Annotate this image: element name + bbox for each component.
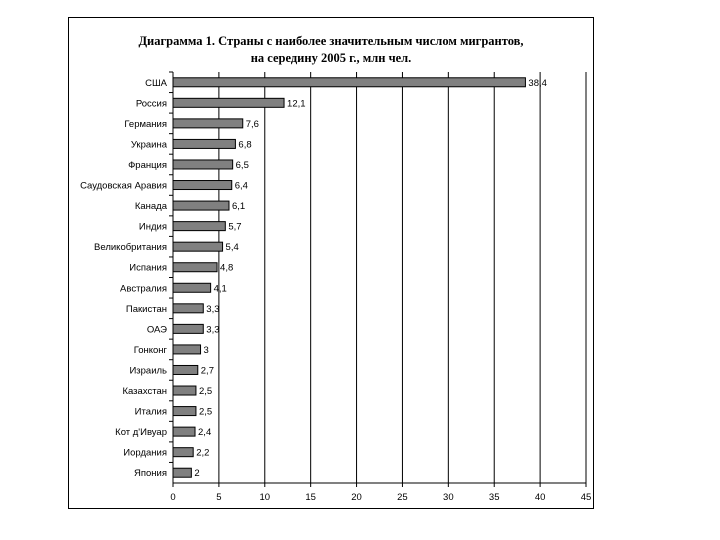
- bar-0: [173, 78, 525, 87]
- category-label-3: Украина: [130, 139, 167, 151]
- category-label-5: Саудовская Аравия: [80, 180, 167, 192]
- bar-7: [173, 222, 225, 231]
- value-label-3: 6,8: [238, 139, 252, 151]
- value-label-12: 3,3: [206, 324, 220, 336]
- x-tick-label-6: 30: [443, 492, 454, 503]
- bar-6: [173, 201, 229, 210]
- bar-19: [173, 468, 191, 477]
- bar-18: [173, 448, 193, 457]
- value-label-18: 2,2: [196, 447, 210, 459]
- bar-16: [173, 407, 196, 416]
- category-label-10: Австралия: [120, 283, 167, 295]
- category-label-0: США: [145, 77, 167, 89]
- bar-5: [173, 181, 232, 190]
- bar-4: [173, 160, 233, 169]
- x-tick-label-4: 20: [351, 492, 362, 503]
- x-tick-label-2: 10: [259, 492, 271, 503]
- bar-3: [173, 139, 235, 148]
- bar-17: [173, 427, 195, 436]
- bar-12: [173, 324, 203, 333]
- value-label-4: 6,5: [235, 159, 249, 171]
- value-label-19: 2: [194, 468, 200, 480]
- chart-title-line-2: на середину 2005 г., млн чел.: [250, 51, 412, 65]
- bar-1: [173, 98, 284, 107]
- bar-8: [173, 242, 223, 251]
- x-tick-label-1: 5: [216, 492, 222, 503]
- x-tick-label-7: 35: [488, 492, 500, 503]
- bar-2: [173, 119, 243, 128]
- x-tick-label-0: 0: [170, 492, 176, 503]
- value-label-2: 7,6: [245, 118, 259, 130]
- value-label-11: 3,3: [206, 303, 220, 315]
- category-label-14: Израиль: [129, 365, 167, 377]
- bar-10: [173, 283, 211, 292]
- category-label-2: Германия: [124, 118, 167, 130]
- category-label-19: Япония: [134, 468, 167, 480]
- category-label-9: Испания: [129, 262, 167, 274]
- bar-13: [173, 345, 201, 354]
- category-label-4: Франция: [128, 159, 167, 171]
- x-tick-label-5: 25: [397, 492, 408, 503]
- value-label-17: 2,4: [198, 427, 212, 439]
- value-label-5: 6,4: [234, 180, 248, 192]
- value-label-16: 2,5: [198, 406, 213, 418]
- category-label-12: ОАЭ: [146, 324, 167, 336]
- category-label-6: Канада: [134, 201, 167, 213]
- value-label-7: 5,7: [228, 221, 242, 233]
- bar-9: [173, 263, 217, 272]
- value-label-0: 38,4: [528, 77, 547, 89]
- x-tick-label-3: 15: [305, 492, 316, 503]
- value-label-6: 6,1: [231, 201, 246, 213]
- category-label-11: Пакистан: [125, 303, 167, 315]
- category-label-15: Казахстан: [122, 386, 167, 398]
- bar-15: [173, 386, 196, 395]
- category-label-18: Иордания: [123, 447, 167, 459]
- x-tick-label-8: 40: [534, 492, 546, 503]
- category-label-13: Гонконг: [133, 344, 167, 356]
- category-label-1: Россия: [135, 98, 167, 110]
- value-label-9: 4,8: [220, 262, 234, 274]
- value-label-1: 12,1: [287, 98, 306, 110]
- value-label-14: 2,7: [200, 365, 214, 377]
- value-label-13: 3: [203, 344, 209, 356]
- x-tick-label-9: 45: [580, 492, 592, 503]
- bar-11: [173, 304, 203, 313]
- category-label-16: Италия: [134, 406, 167, 418]
- category-label-17: Кот д'Ивуар: [115, 427, 167, 439]
- value-label-15: 2,5: [198, 386, 213, 398]
- category-label-8: Великобритания: [94, 242, 167, 254]
- value-label-8: 5,4: [225, 242, 239, 254]
- chart-title-line-1: Диаграмма 1. Страны с наиболее значительным числом мигрантов,: [138, 34, 524, 48]
- value-label-10: 4,1: [213, 283, 227, 295]
- category-label-7: Индия: [138, 221, 167, 233]
- bar-14: [173, 365, 198, 374]
